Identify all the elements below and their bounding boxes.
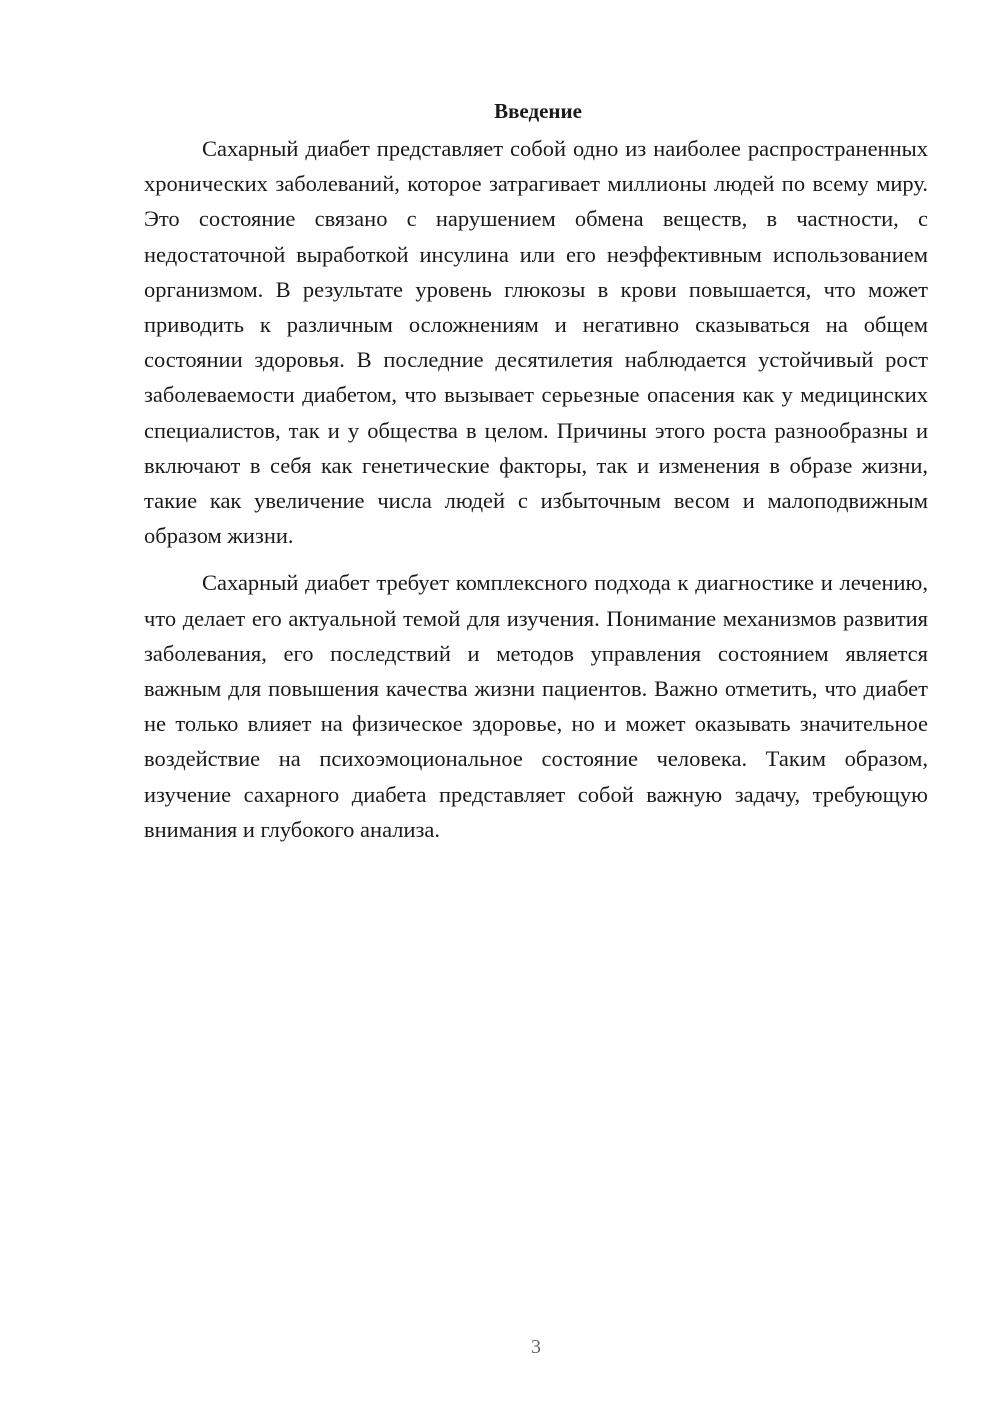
page-content xyxy=(144,96,928,847)
paragraph-1: Сахарный диабет представляет собой одно из наиболее распространенных хронических заболеваний, которое затрагивает миллионы людей по всему миру. Это состояние связано с нарушением обмена веществ, в частности, с недостаточной выработкой инсулина или его неэффективным использованием организмом. В результате уровень глюкозы в крови повышается, что может приводить к различным осложнениям и негативно сказываться на общем состоянии здоровья. В последние десятилетия наблюдается устойчивый рост заболеваемости диабетом, что вызывает серьезные опасения как у медицинских специалистов, так и у общества в целом. Причины этого роста разнообразны и включают в себя как генетические факторы, так и изменения в образе жизни, такие как увеличение числа людей с избыточным весом и малоподвижным образом жизни. xyxy=(144,136,928,549)
paragraph-2: Сахарный диабет требует комплексного подхода к диагностике и лечению, что делает его актуальной темой для изучения. Понимание механизмов развития заболевания, его последствий и методов управления состоянием является важным для повышения качества жизни пациентов. Важно отметить, что диабет не только влияет на физическое здоровье, но и может оказывать значительное воздействие на психоэмоциональное состояние человека. Таким образом, изучение сахарного диабета представляет собой важную задачу, требующую внимания и глубокого анализа. xyxy=(144,570,928,842)
section-heading: Введение xyxy=(494,99,582,123)
page-number: 3 xyxy=(531,1336,541,1358)
